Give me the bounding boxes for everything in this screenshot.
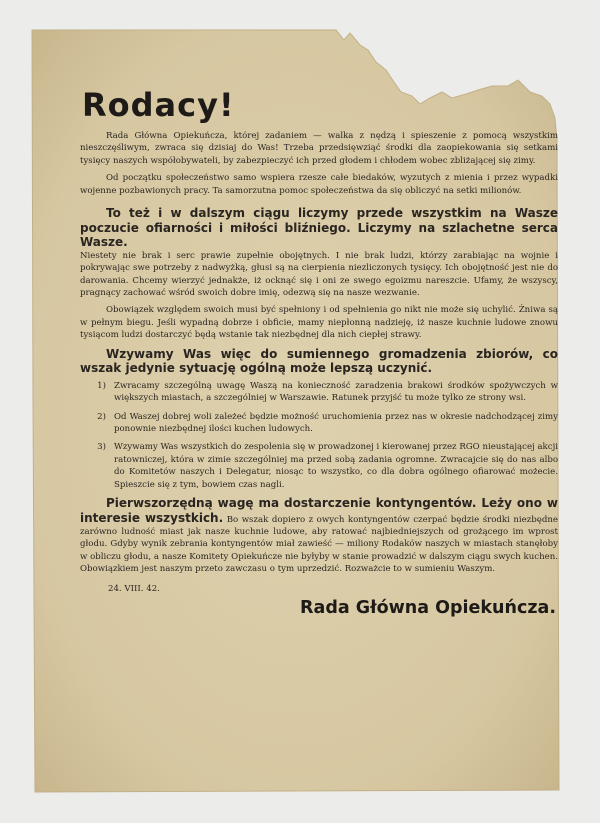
paragraph-5: Bo wszak dopiero z owych kontyngentów czerpać będzie środki niezbędne zarówno ludność miast jak nasze kuchnie ludowe, aby ratować najbiedniejszych od grożącego im wprost głodu. Gdyby wynik zebrania kontyngentów miał zawieść — miliony Rodaków naszych w miastach stanęłoby w obliczu głodu, a nasze Komitety Opiekuńcze nie byłyby w stanie prowadzić w dalszym ciągu swych kuchen. Obowiązkiem jest naszym przeto zawczasu o tym uprzedzić. Rozważcie to w sumieniu Waszym. <box>80 514 558 575</box>
list-item <box>80 380 558 405</box>
appeal-1-text: To też i w dalszym ciągu liczymy przede wszystkim na Wasze poczucie ofiarności i miłości bliźniego. Liczymy na szlachetne serca Wasze. <box>80 206 558 250</box>
list-item <box>80 411 558 436</box>
list-item-number: 2) <box>97 411 106 422</box>
list-item-number: 3) <box>97 442 106 453</box>
paragraph-5-block <box>80 497 558 575</box>
poster-title: Rodacy! <box>82 86 235 124</box>
signature: Rada Główna Opiekuńcza. <box>300 597 556 618</box>
numbered-list <box>80 380 558 491</box>
list-item-number: 1) <box>97 380 106 391</box>
paragraph-4: Obowiązek względem swoich musi być spełniony i od spełnienia go nikt nie może się uchylić. Żniwa są w pełnym biegu. Jeśli wypadną dobrze i obficie, mamy niepłonną nadzieję, iż nasze kuchnie ludowe znowu tysiącom ludzi dostarczyć będą wstanie tak niezbędnej dla nich ciepłej strawy. <box>80 305 558 341</box>
poster-date: 24. VIII. 42. <box>108 583 160 594</box>
list-item <box>80 441 558 491</box>
poster-content <box>80 86 558 618</box>
list-item-text: Wzywamy Was wszystkich do zespolenia się w prowadzonej i kierowanej przez RGO nieustającej akcji ratowniczej, która w zimie szczególniej ma przed sobą zadania ogromne. Zwracajcie się do nas albo do Komitetów naszych i Delegatur, niosąc to wszystko, co dla dobra ogólnego ofiarować możecie. Spieszcie się z tym, bowiem czas nagli. <box>114 442 558 490</box>
appeal-1 <box>80 206 558 250</box>
list-item-text: Zwracamy szczególną uwagę Waszą na konieczność zaradzenia brakowi środków spożywczych w większych miastach, a szczególniej w Warszawie. Ratunek przyjść tu może tylko ze strony wsi. <box>114 380 558 404</box>
appeal-2: Wzywamy Was więc do sumiennego gromadzenia zbiorów, co wszak jedynie sytuację ogólną może lepszą uczynić. <box>80 346 558 376</box>
appeal-3: Pierwszorzędną wagę ma dostarczenie kontyngentów. Leży ono w interesie wszystkich. <box>80 496 558 525</box>
paragraph-2: Od początku społeczeństwo samo wspiera rzesze całe biedaków, wyzutych z mienia i przez wypadki wojenne pozbawionych pracy. Ta samorzutna pomoc społeczeństwa da się obliczyć na setki milionów. <box>80 173 558 196</box>
list-item-text: Od Waszej dobrej woli zależeć będzie możność uruchomienia przez nas w okresie nadchodzącej zimy ponownie niezbędnej ilości kuchen ludowych. <box>114 411 558 435</box>
paragraph-1: Rada Główna Opiekuńcza, której zadaniem — walka z nędzą i spieszenie z pomocą wszystkim nieszczęśliwym, zwraca się dzisiaj do Was! Trzeba przedsięwziąć środki dla zaopiekowania się setkami tysięcy naszych współobywateli, by zabezpieczyć ich przed głodem i chłodem wobec zbliżającej się zimy. <box>80 131 558 166</box>
paragraph-3: Niestety nie brak i serc prawie zupełnie obojętnych. I nie brak ludzi, którzy zarabiając na wojnie i pokrywając swe potrzeby z nadwyżką, głusi są na cierpienia niezliczonych tysięcy. Ich obojętność jest nie do darowania. Chcemy wierzyć jednakże, iż ocknąć się i oni ze swego egoizmu nareszcie. Ufamy, że wszyscy, pragnący zachować wśród swoich dobre imię, odezwą się na nasze wezwanie. <box>80 250 558 299</box>
